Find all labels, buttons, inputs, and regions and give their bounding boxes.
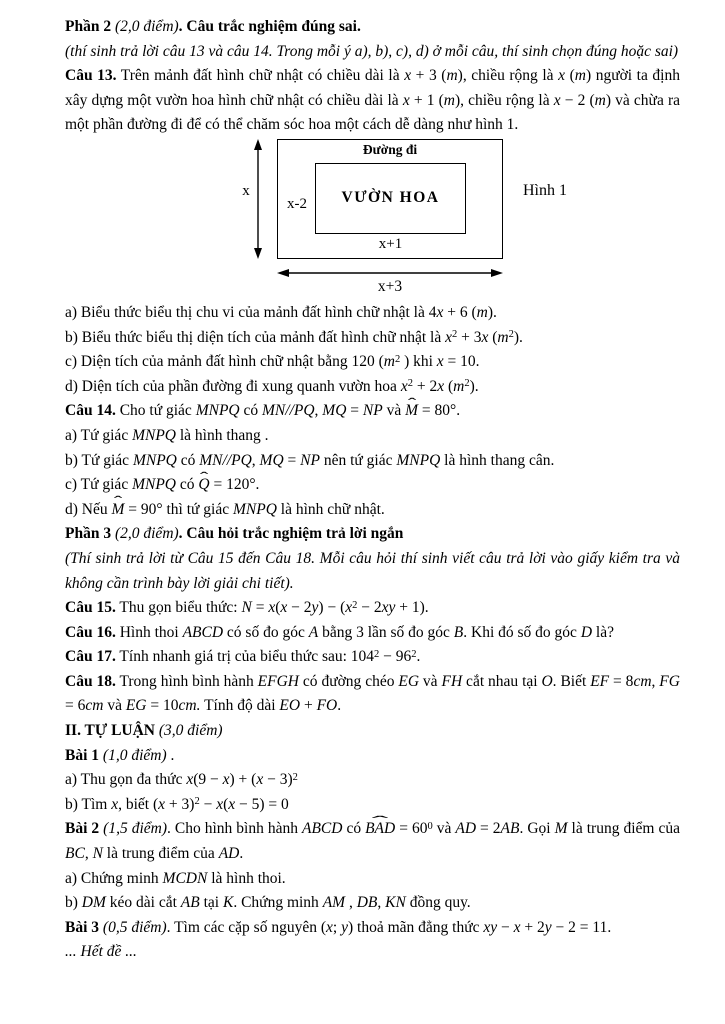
end-of-exam: ... Hết đề ...	[65, 943, 137, 961]
figure-caption: Hình 1	[523, 181, 567, 199]
question-18: Câu 18. Trong hình bình hành EFGH có đường chéo EG và FH cắt nhau tại O. Biết EF = 8cm, FG = 6cm và EG = 10cm. Tính độ dài EO + FO.	[65, 672, 680, 715]
question-14: Câu 14. Cho tứ giác MNPQ có MN//PQ, MQ = NP và ˆ M = 80°.	[65, 399, 680, 424]
question-16: Câu 16. Hình thoi ABCD có số đo góc A bằng 3 lần số đo góc B. Khi đó số đo góc D là?	[65, 623, 614, 641]
question-14b: b) Tứ giác MNPQ có MN//PQ, MQ = NP nên tứ giác MNPQ là hình thang cân.	[65, 451, 555, 469]
question-13b: b) Biểu thức biểu thị diện tích của mảnh đất hình chữ nhật là $x^2 + 3x$ $(m^2)$.	[65, 328, 523, 346]
outer-height-label: x	[242, 182, 250, 199]
question-14a: a) Tứ giác MNPQ là hình thang .	[65, 426, 269, 444]
exercise-2a: a) Chứng minh MCDN là hình thoi.	[65, 869, 286, 887]
exercise-2-heading: Bài 2 (1,5 điểm). Cho hình bình hành ABCD có ˆ BAD = $60^0$ và AD = 2AB. Gọi M là trung điểm của BC, N là trung điểm của AD.	[65, 817, 680, 866]
garden-rectangle	[315, 163, 466, 234]
section2-heading: II. TỰ LUẬN (3,0 điểm)	[65, 722, 223, 740]
question-13c: c) Diện tích của mảnh đất hình chữ nhật bằng 120 ($m^2$ ) khi x = 10.	[65, 353, 480, 371]
land-rectangle	[277, 139, 503, 259]
question-15: Câu 15. Thu gọn biểu thức: $N = x(x - 2y) - (x^2 - 2xy + 1)$.	[65, 599, 429, 617]
part3-heading: Phần 3 (2,0 điểm). Câu hỏi trắc nghiệm trả lời ngắn	[65, 525, 404, 543]
question-17: Câu 17. Tính nhanh giá trị của biểu thức sau: $104^2 - 96^2$.	[65, 648, 421, 666]
inner-height-label: x-2	[287, 195, 307, 212]
vertical-double-arrow-icon	[251, 139, 265, 259]
figure-hinh-1	[65, 139, 680, 297]
road-label: Đường đi	[362, 141, 418, 157]
outer-width-label: x+3	[377, 277, 403, 295]
inner-width-label: x+1	[378, 235, 403, 252]
question-13a: a) Biểu thức biểu thị chu vi của mảnh đất hình chữ nhật là 4x + 6 (m).	[65, 303, 497, 321]
part3-instructions: (Thí sinh trả lời từ Câu 15 đến Câu 18. Mỗi câu hỏi thí sinh viết câu trả lời vào giấy kiểm tra và không cần trình bày lời giải chi tiết).	[65, 549, 680, 592]
part2-heading: Phần 2 (2,0 điểm). Câu trắc nghiệm đúng sai.	[65, 18, 361, 35]
part2-instructions: (thí sinh trả lời câu 13 và câu 14. Trong mỗi ý a), b), c), d) ở mỗi câu, thí sinh chọn đúng hoặc sai)	[65, 42, 679, 60]
exercise-1a: a) Thu gọn đa thức $x(9 - x) + (x - 3)^2$	[65, 771, 298, 789]
exercise-3: Bài 3 (0,5 điểm). Tìm các cặp số nguyên (x; y) thoả mãn đẳng thức xy − x + 2y − 2 = 11.	[65, 918, 612, 936]
question-13: Câu 13. Trên mảnh đất hình chữ nhật có chiều dài là x + 3 (m), chiều rộng là x (m) người ta định xây dựng một vườn hoa hình chữ nhật có chiều dài là x + 1 (m), chiều rộng là x − 2 (m) và chừa ra một phần đường đi để có thể chăm sóc hoa một cách dễ dàng như hình 1.	[65, 67, 681, 134]
question-14c: c) Tứ giác MNPQ có ˆ Q = 120°.	[65, 473, 680, 498]
content-top	[65, 15, 680, 138]
content-bottom	[65, 301, 680, 965]
question-13d: d) Diện tích của phần đường đi xung quanh vườn hoa $x^2 + 2x$ $(m^2)$.	[65, 377, 479, 395]
exercise-1b: b) Tìm x, biết $(x + 3)^2 - x(x - 5) = 0$	[65, 795, 289, 813]
exercise-1-heading: Bài 1 (1,0 điểm) .	[65, 746, 175, 764]
garden-label: VƯỜN HOA	[341, 189, 440, 207]
question-14d: d) Nếu ˆ M = 90° thì tứ giác MNPQ là hình chữ nhật.	[65, 498, 680, 523]
exercise-2b: b) DM kéo dài cắt AB tại K. Chứng minh AM , DB, KN đồng quy.	[65, 894, 471, 912]
exam-document	[65, 15, 680, 965]
